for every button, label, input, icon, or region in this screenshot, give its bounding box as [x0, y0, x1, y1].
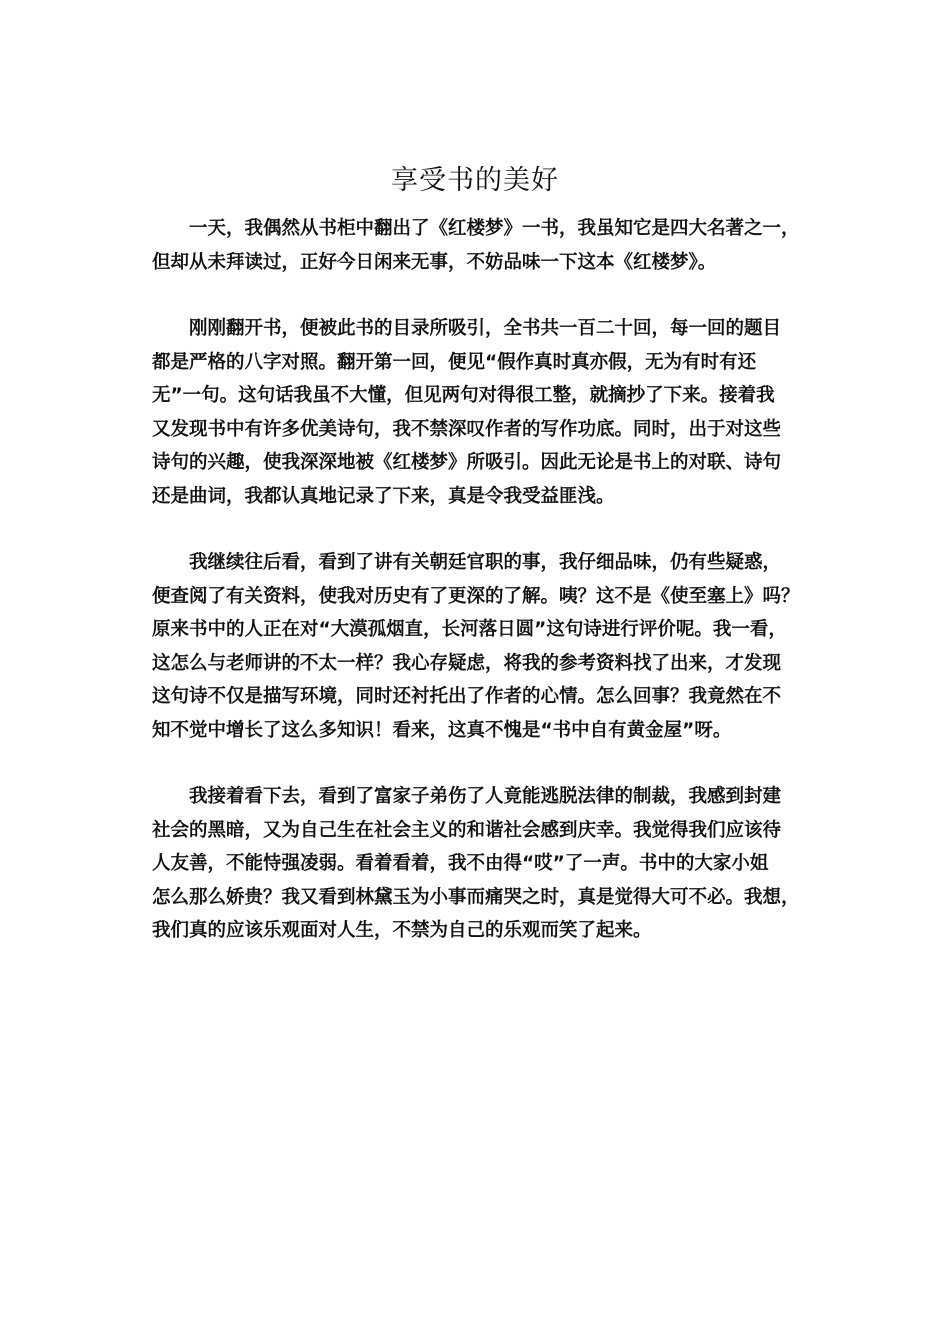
document-body	[152, 212, 804, 981]
text-line: 知不觉中增长了这么多知识！看来，这真不愧是“书中自有黄金屋”呀。	[152, 719, 732, 741]
text-line: 诗句的兴趣，使我深深地被《红楼梦》所吸引。因此无论是书上的对联、诗句	[152, 452, 782, 473]
text-line: 这怎么与老师讲的不太一样？我心存疑虑，将我的参考资料找了出来，才发现	[152, 652, 782, 674]
paragraph-3	[152, 546, 804, 747]
paragraph-4	[152, 780, 804, 948]
text-line: 还是曲词，我都认真地记录了下来，真是令我受益匪浅。	[152, 485, 615, 507]
text-line: 怎么那么娇贵？我又看到林黛玉为小事而痛哭之时，真是觉得大可不必。我想，	[152, 886, 800, 908]
text-line: 原来书中的人正在对“大漠孤烟直，长河落日圆”这句诗进行评价呢。我一看，	[152, 619, 787, 640]
text-line: 但却从未拜读过，正好今日闲来无事，不妨品味一下这本《红楼梦》。	[152, 251, 717, 273]
text-line: 我继续往后看，看到了讲有关朝廷官职的事，我仔细品味，仍有些疑惑，	[189, 552, 782, 573]
text-line: 又发现书中有许多优美诗句，我不禁深叹作者的写作功底。同时，出于对这些	[152, 418, 782, 440]
text-line: 一天，我偶然从书柜中翻出了《红楼梦》一书，我虽知它是四大名著之一，	[189, 218, 800, 239]
text-line: 都是严格的八字对照。翻开第一回，便见“假作真时真亦假，无为有时有还	[152, 351, 757, 373]
document-title: 享受书的美好	[391, 165, 559, 197]
paragraph-1	[152, 212, 804, 279]
text-line: 人友善，不能恃强凌弱。看着看着，我不由得“哎”了一声。书中的大家小姐	[152, 853, 769, 874]
text-line: 我接着看下去，看到了富家子弟伤了人竟能逃脱法律的制裁，我感到封建	[189, 786, 782, 807]
text-line: 我们真的应该乐观面对人生，不禁为自己的乐观而笑了起来。	[152, 920, 652, 941]
text-line: 社会的黑暗，又为自己生在社会主义的和谐社会感到庆幸。我觉得我们应该待	[152, 819, 782, 841]
text-line: 无”一句。这句话我虽不大懂，但见两句对得很工整，就摘抄了下来。接着我	[152, 385, 775, 406]
paragraph-2	[152, 312, 804, 513]
text-line: 刚刚翻开书，便被此书的目录所吸引，全书共一百二十回，每一回的题目	[189, 318, 782, 339]
text-line: 这句诗不仅是描写环境，同时还衬托出了作者的心情。怎么回事？我竟然在不	[152, 686, 782, 707]
text-line: 便查阅了有关资料，使我对历史有了更深的了解。咦？这不是《使至塞上》吗？	[152, 585, 800, 607]
